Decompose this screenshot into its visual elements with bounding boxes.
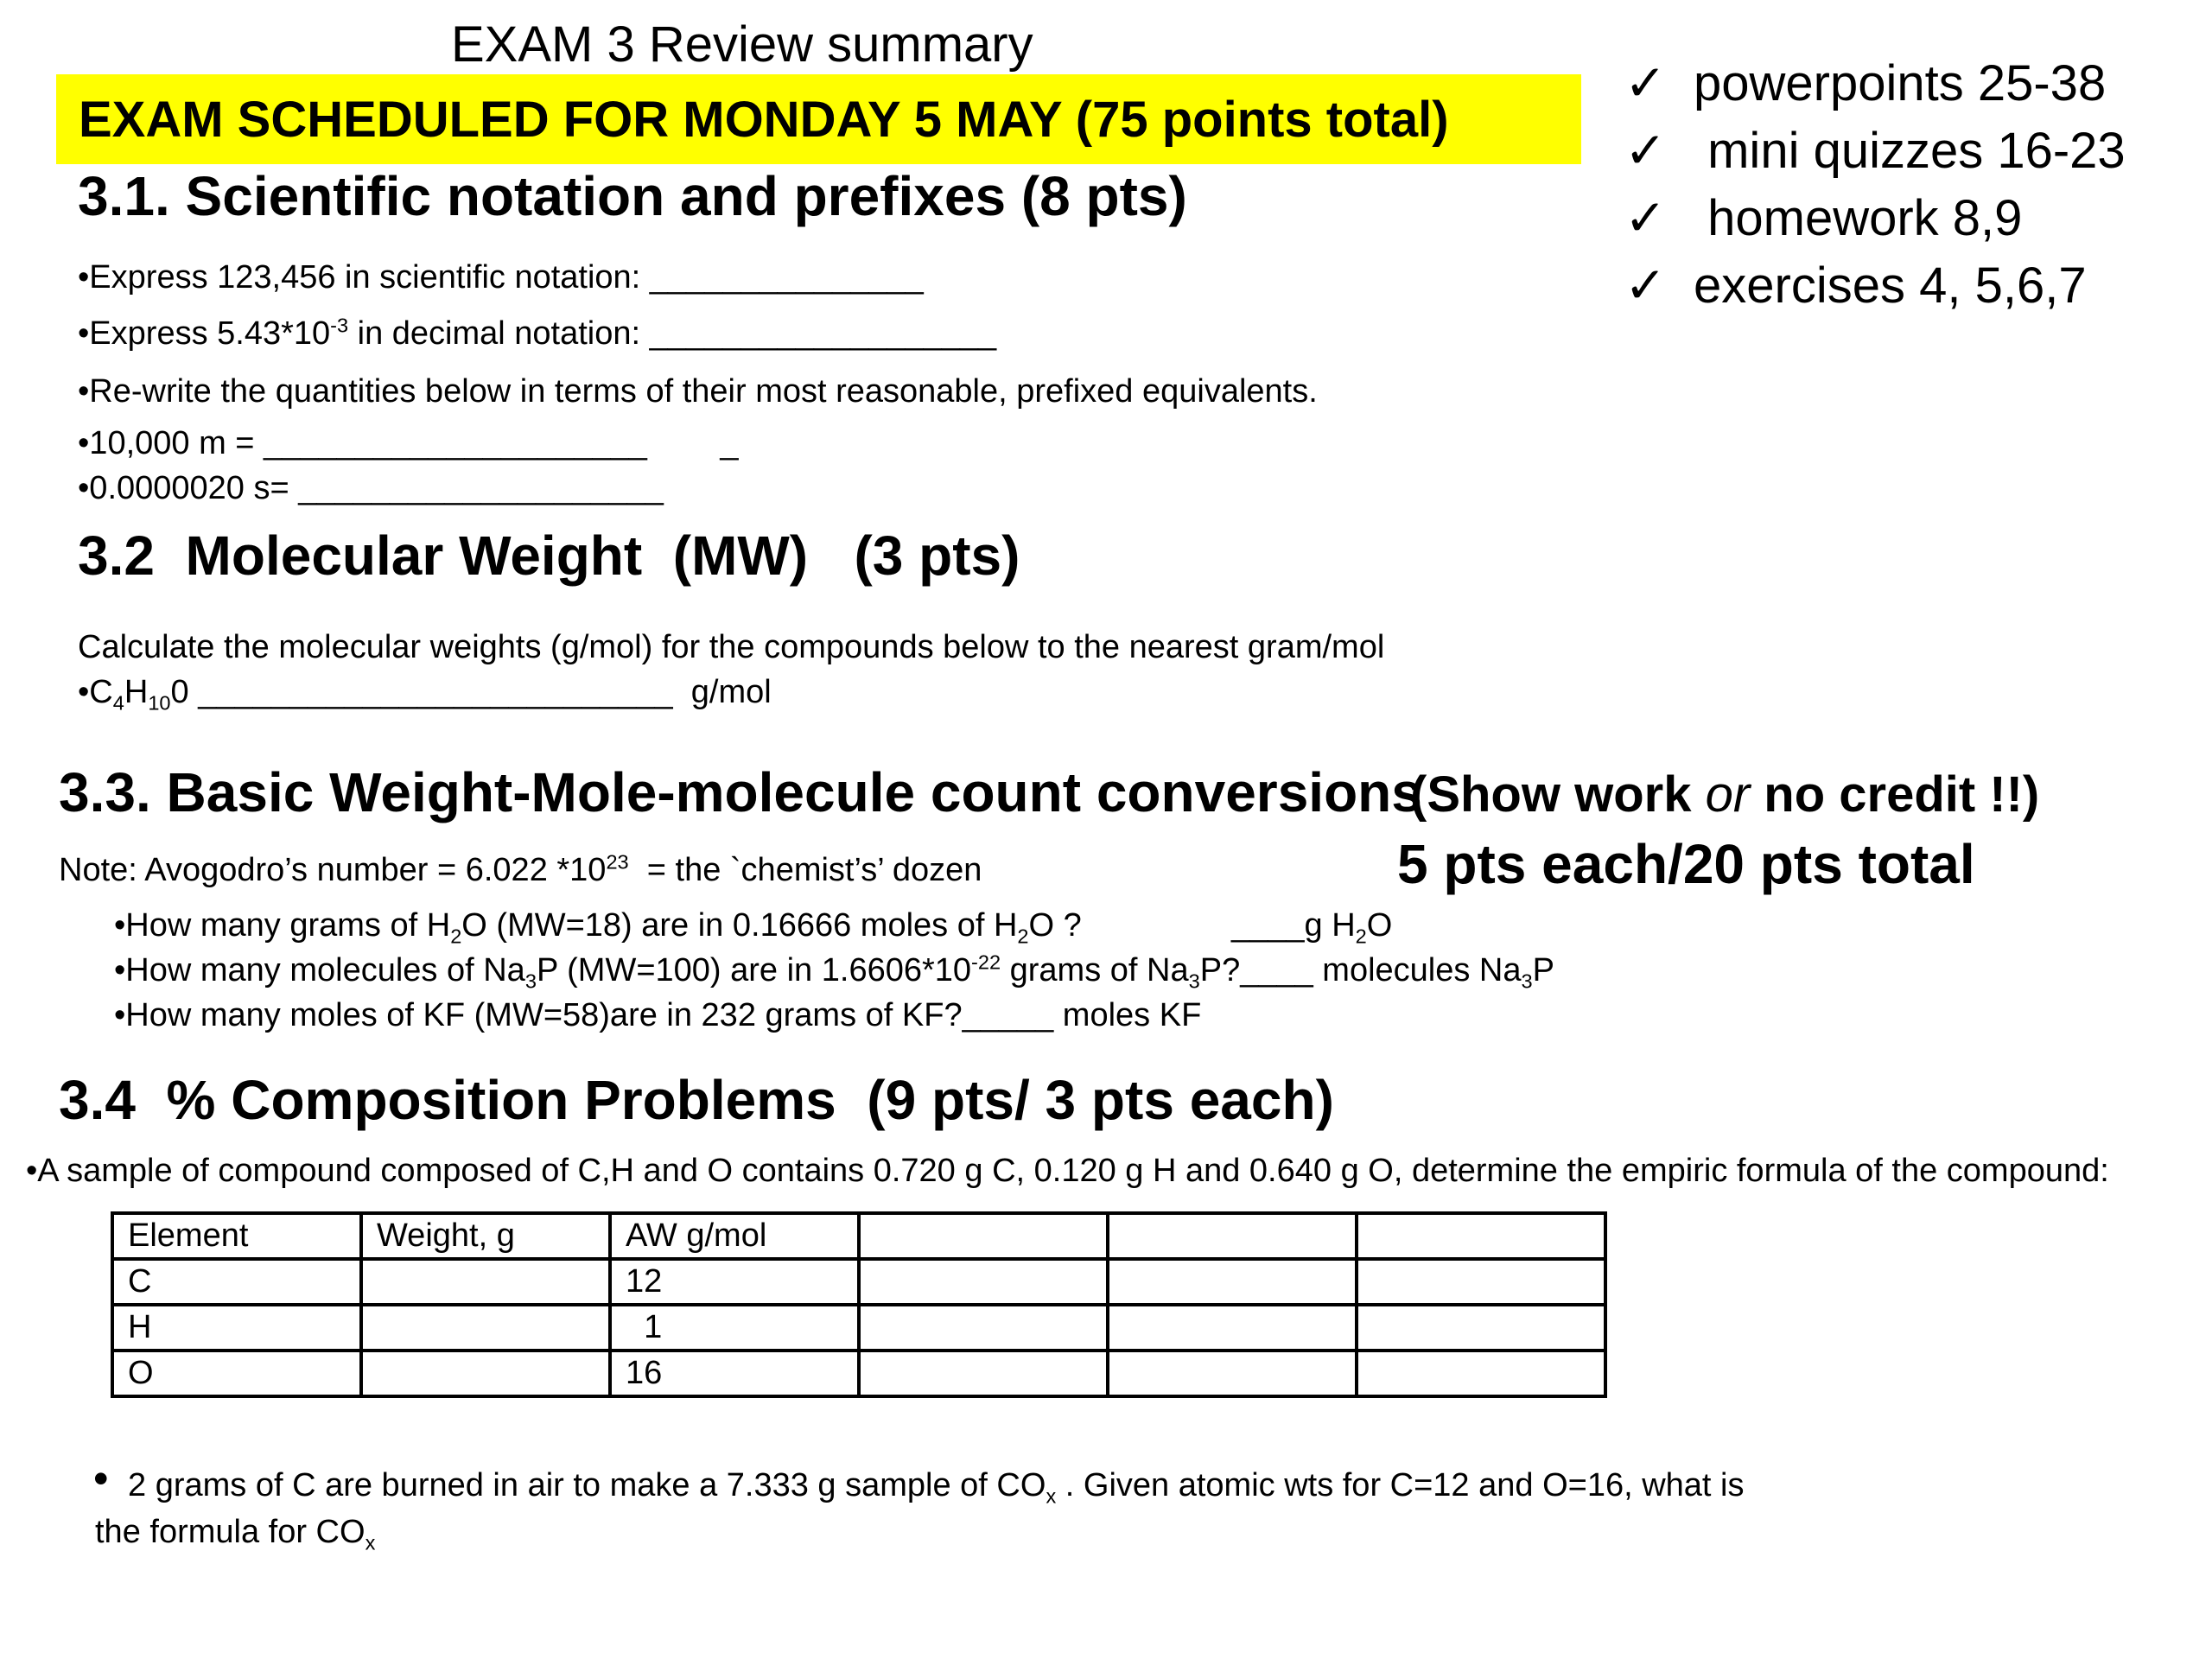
table-row bbox=[112, 1351, 1605, 1396]
s31-question-3: •Re-write the quantities below in terms of their most reasonable, prefixed equivalents. bbox=[78, 373, 1318, 410]
table-header-cell bbox=[1108, 1213, 1357, 1259]
checklist-label: powerpoints 25-38 bbox=[1694, 55, 2107, 111]
s33-points: 5 pts each/20 pts total bbox=[1397, 833, 1975, 895]
s34-intro: •A sample of compound composed of C,H and O contains 0.720 g C, 0.120 g H and 0.640 g O, determine the empiric formula of the compound: bbox=[26, 1153, 2109, 1189]
checklist-label: exercises 4, 5,6,7 bbox=[1694, 257, 2087, 314]
table-header-cell: AW g/mol bbox=[610, 1213, 859, 1259]
checklist-item bbox=[1624, 121, 2126, 180]
s34-problem-line-2: the formula for $CO_x$ bbox=[95, 1514, 376, 1554]
checklist-item bbox=[1624, 256, 2087, 315]
section-3-4-heading: 3.4 % Composition Problems (9 pts/ 3 pts each) bbox=[59, 1069, 1334, 1131]
table-cell: 1 bbox=[610, 1305, 859, 1351]
checklist-item bbox=[1624, 188, 2022, 247]
table-cell bbox=[1108, 1351, 1357, 1396]
s33-question-2: •How many molecules of $Na_3P$ (MW=100) are in $1.6606*10^{-22}$ grams of $Na_3P?\_\_\_\_$ molecules $Na_3P$ bbox=[114, 950, 1554, 993]
checkmark-icon: ✓ bbox=[1624, 121, 1667, 180]
table-cell: C bbox=[112, 1259, 361, 1305]
table-cell: O bbox=[112, 1351, 361, 1396]
page-title: EXAM 3 Review summary bbox=[451, 16, 1033, 73]
table-cell bbox=[1108, 1305, 1357, 1351]
checklist-label: mini quizzes 16-23 bbox=[1694, 123, 2126, 179]
checklist-label: homework 8,9 bbox=[1694, 190, 2023, 246]
table-cell: 16 bbox=[610, 1351, 859, 1396]
s31-question-5: •0.0000020 s= ____________________ bbox=[78, 470, 664, 506]
table-cell bbox=[859, 1259, 1108, 1305]
table-row bbox=[112, 1259, 1605, 1305]
table-cell bbox=[859, 1351, 1108, 1396]
table-header-cell bbox=[1357, 1213, 1605, 1259]
s33-avogadro-note: Note: Avogodro’s number = 6.022 $*10^{23}$ = the `chemist’s’ dozen bbox=[59, 850, 982, 888]
s32-formula: $•C_4H_{10}0$ __________________________ g/mol bbox=[78, 674, 772, 715]
s34-problem-line-1: 2 grams of C are burned in air to make a 7.333 g sample of $CO_x$ . Given atomic wts for C=12 and O=16, what is bbox=[128, 1467, 1745, 1508]
table-row bbox=[112, 1305, 1605, 1351]
s33-question-3: •How many moles of KF (MW=58)are in 232 grams of KF?_____ moles KF bbox=[114, 997, 1202, 1033]
section-3-1-heading: 3.1. Scientific notation and prefixes (8 pts) bbox=[78, 165, 1187, 227]
exam-banner bbox=[56, 74, 1581, 164]
table-cell bbox=[1357, 1305, 1605, 1351]
section-3-2-heading: 3.2 Molecular Weight (MW) (3 pts) bbox=[78, 524, 1020, 587]
table-header-row bbox=[112, 1213, 1605, 1259]
checkmark-icon: ✓ bbox=[1624, 54, 1667, 112]
s33-show-work-note: (Show work or no credit !!) bbox=[1410, 766, 2040, 823]
table-cell bbox=[361, 1259, 610, 1305]
s33-question-1: •How many grams of $H_2O$ (MW=18) are in 0.16666 moles of $H_2O$ ? bbox=[114, 907, 1082, 948]
exam-banner-text: EXAM SCHEDULED FOR MONDAY 5 MAY (75 points total) bbox=[79, 91, 1449, 148]
section-3-3-heading: 3.3. Basic Weight-Mole-molecule count conversions bbox=[59, 761, 1422, 823]
table-cell bbox=[1357, 1351, 1605, 1396]
table-cell bbox=[361, 1351, 610, 1396]
bullet-icon: • bbox=[93, 1454, 109, 1503]
table-cell: 12 bbox=[610, 1259, 859, 1305]
s31-question-4: •10,000 m = _____________________ _ bbox=[78, 425, 739, 461]
checkmark-icon: ✓ bbox=[1624, 256, 1667, 315]
table-cell bbox=[1108, 1259, 1357, 1305]
table-header-cell: Weight, g bbox=[361, 1213, 610, 1259]
s31-question-1: •Express 123,456 in scientific notation: _______________ bbox=[78, 259, 924, 296]
s32-instructions: Calculate the molecular weights (g/mol) for the compounds below to the nearest gram/mol bbox=[78, 629, 1385, 665]
s33-answer-1: ____g $H_2O$ bbox=[1231, 907, 1393, 948]
table-header-cell: Element bbox=[112, 1213, 361, 1259]
table-header-cell bbox=[859, 1213, 1108, 1259]
table-cell bbox=[1357, 1259, 1605, 1305]
table-cell: H bbox=[112, 1305, 361, 1351]
composition-table bbox=[111, 1211, 1607, 1398]
checkmark-icon: ✓ bbox=[1624, 188, 1667, 247]
s31-question-2: •Express $5.43*10^{-3}$ in decimal notation: ___________________ bbox=[78, 314, 997, 352]
checklist-item bbox=[1624, 54, 2106, 112]
table-cell bbox=[859, 1305, 1108, 1351]
table-cell bbox=[361, 1305, 610, 1351]
